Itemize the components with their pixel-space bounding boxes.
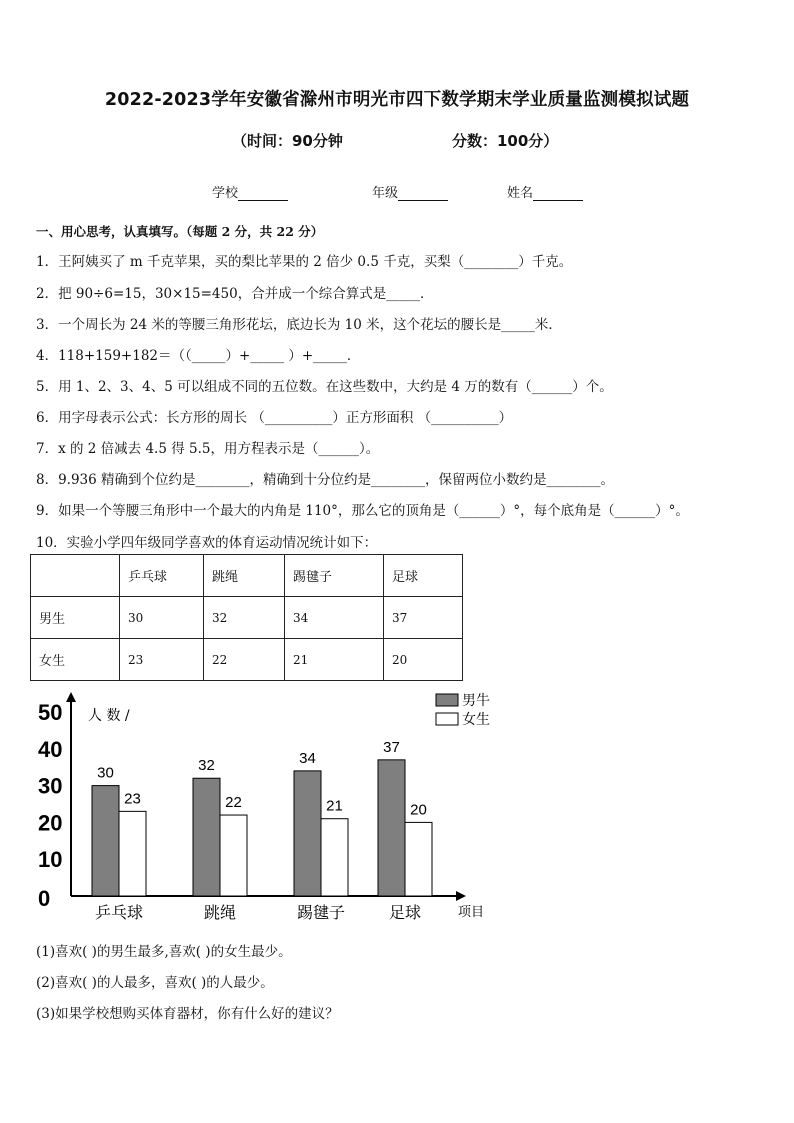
name-blank[interactable] xyxy=(533,186,583,201)
x-axis-label: 项目 xyxy=(458,905,485,920)
table-header-cell xyxy=(31,555,120,597)
page-title: 2022-2023学年安徽省滁州市明光市四下数学期末学业质量监测模拟试题 xyxy=(104,90,690,110)
legend-label: 男牛 xyxy=(462,693,490,709)
sports-table xyxy=(30,554,463,681)
data-label: 21 xyxy=(326,797,343,815)
sub-question-1: (1)喜欢( )的男生最多,喜欢( )的女生最少。 xyxy=(36,944,292,960)
y-axis-label: 人 数 / xyxy=(88,708,130,724)
table-cell: 30 xyxy=(120,597,204,639)
name-label: 姓名 xyxy=(507,186,534,201)
section-heading: 一、用心思考，认真填写。（每题 2 分，共 22 分） xyxy=(36,224,324,239)
table-cell: 男生 xyxy=(31,597,120,639)
table-cell: 34 xyxy=(285,597,384,639)
table-header-cell: 足球 xyxy=(384,555,463,597)
bar-girls xyxy=(321,819,348,896)
table-header-cell: 踢毽子 xyxy=(285,555,384,597)
table-cell: 20 xyxy=(384,639,463,681)
grade-label: 年级 xyxy=(372,186,399,201)
exam-score: 分数：100分） xyxy=(452,132,559,150)
y-axis-arrow xyxy=(66,692,76,702)
y-tick-label: 20 xyxy=(38,810,63,836)
exam-time: （时间：90分钟 xyxy=(232,132,343,150)
bar-boys xyxy=(193,778,220,896)
table-row xyxy=(31,597,463,639)
question-6: 6．用字母表示公式：长方形的周长 （__________）正方形面积 （__________） xyxy=(36,410,513,426)
legend-label: 女生 xyxy=(462,712,490,728)
table-cell: 32 xyxy=(204,597,285,639)
question-4: 4．118+159+182＝（（_____）+_____ ）+_____． xyxy=(36,348,361,364)
bar-chart xyxy=(26,690,506,926)
category-label: 乒乓球 xyxy=(94,903,144,922)
question-7: 7．x 的 2 倍减去 4.5 得 5.5，用方程表示是（______）。 xyxy=(36,441,380,457)
y-tick-label: 10 xyxy=(38,847,63,873)
data-label: 20 xyxy=(410,801,427,819)
category-label: 跳绳 xyxy=(203,903,237,922)
table-cell: 22 xyxy=(204,639,285,681)
data-label: 22 xyxy=(225,794,242,812)
grade-field xyxy=(372,182,448,201)
data-label: 32 xyxy=(198,757,215,775)
bar-boys xyxy=(92,786,119,896)
y-tick-label: 40 xyxy=(38,736,63,762)
sub-question-3: (3)如果学校想购买体育器材，你有什么好的建议？ xyxy=(36,1006,339,1022)
table-cell: 21 xyxy=(285,639,384,681)
legend-swatch xyxy=(436,713,458,725)
y-tick-label: 0 xyxy=(38,886,51,911)
table-header-row xyxy=(31,555,463,597)
category-label: 足球 xyxy=(388,903,422,922)
question-8: 8．9.936 精确到个位约是________，精确到十分位约是________，保留两位小数约是________。 xyxy=(36,472,615,488)
legend-swatch xyxy=(436,694,458,706)
table-header-cell: 乒乓球 xyxy=(120,555,204,597)
data-label: 34 xyxy=(299,749,316,767)
y-tick-label: 30 xyxy=(38,773,63,799)
category-label: 踢毽子 xyxy=(296,903,346,922)
table-cell: 37 xyxy=(384,597,463,639)
school-blank[interactable] xyxy=(238,186,288,201)
question-5: 5．用 1、2、3、4、5 可以组成不同的五位数。在这些数中，大约是 4 万的数有（______）个。 xyxy=(36,379,613,395)
grade-blank[interactable] xyxy=(398,186,448,201)
x-axis-arrow xyxy=(456,891,466,901)
data-label: 23 xyxy=(124,790,141,808)
question-1: 1．王阿姨买了 m 千克苹果，买的梨比苹果的 2 倍少 0.5 千克，买梨（________）千克。 xyxy=(36,254,573,270)
bar-girls xyxy=(405,822,432,896)
question-9: 9．如果一个等腰三角形中一个最大的内角是 110°，那么它的顶角是（______）°，每个底角是（______）°。 xyxy=(36,503,689,519)
question-2: 2．把 90÷6=15，30×15=450，合并成一个综合算式是_____． xyxy=(36,286,434,302)
table-row xyxy=(31,639,463,681)
question-3: 3．一个周长为 24 米的等腰三角形花坛，底边长为 10 米，这个花坛的腰长是_____米． xyxy=(36,317,562,333)
table-cell: 女生 xyxy=(31,639,120,681)
name-field xyxy=(507,182,583,201)
bar-boys xyxy=(294,771,321,896)
bar-boys xyxy=(378,760,405,896)
data-label: 30 xyxy=(97,764,114,782)
bar-girls xyxy=(220,815,247,896)
y-tick-label: 50 xyxy=(38,700,63,725)
school-label: 学校 xyxy=(212,186,239,201)
school-field xyxy=(212,182,288,201)
bar-girls xyxy=(119,811,146,896)
table-header-cell: 跳绳 xyxy=(204,555,285,597)
question-10: 10．实验小学四年级同学喜欢的体育运动情况统计如下： xyxy=(36,535,378,551)
sub-question-2: (2)喜欢( )的人最多，喜欢( )的人最少。 xyxy=(36,975,274,991)
data-label: 37 xyxy=(383,738,400,756)
table-cell: 23 xyxy=(120,639,204,681)
